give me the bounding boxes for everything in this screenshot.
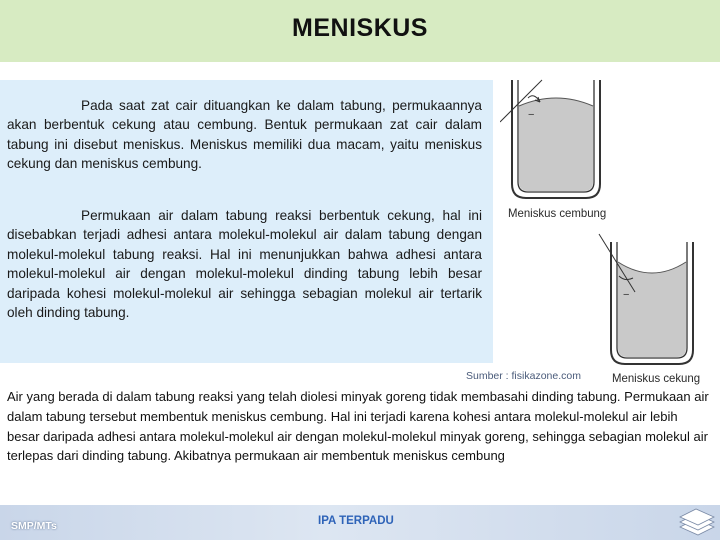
footer-level: SMP/MTs: [11, 520, 57, 532]
concave-caption: Meniskus cekung: [612, 371, 701, 385]
paragraph-meniskus-cekung: [7, 206, 482, 322]
page-title: MENISKUS: [292, 14, 428, 42]
concave-minus-sign: −: [623, 289, 630, 301]
image-source: Sumber : fisikazone.com: [466, 370, 581, 382]
paragraph-2-text: Permukaan air dalam tabung reaksi berbentuk cekung, hal ini disebabkan terjadi adhesi antara molekul-molekul air dalam tabung dengan molekul-molekul tabung reaksi. Hal ini menunjukkan bahwa adhesi antara molekul-molekul air dengan molekul-molekul dinding tabung lebih besar daripada kohesi molekul-molekul air sehingga sebagian molekul air tertarik oleh dinding tabung.: [7, 208, 482, 321]
concave-meniscus-diagram: [595, 232, 705, 372]
bottom-paragraph: Air yang berada di dalam tabung reaksi yang telah diolesi minyak goreng tidak membasahi dinding tabung. Permukaan air dalam tabung tersebut membentuk meniskus cembung. Hal ini terjadi karena kohesi antara molekul-molekul air lebih besar daripada adhesi antara molekul-molekul air dengan molekul-molekul minyak goreng, sehingga sebagian molekul air terlepas dari dinding tabung. Akibatnya permukaan air membentuk meniskus cembung: [7, 389, 709, 464]
concave-water: [618, 262, 686, 357]
paragraph-1-text: Pada saat zat cair dituangkan ke dalam tabung, permukaannya akan berbentuk cekung atau cembung. Bentuk permukaan zat cair dalam tabung ini disebut meniskus. Meniskus memiliki dua macam, yaitu meniskus cekung dan meniskus cembung.: [7, 98, 482, 172]
convex-caption: Meniskus cembung: [508, 206, 607, 220]
footer-subject: IPA TERPADU: [318, 515, 394, 527]
paragraph-meniskus-intro: [7, 96, 482, 174]
convex-meniscus-diagram: [500, 76, 612, 206]
convex-minus-sign: −: [528, 109, 535, 121]
stack-logo-icon: [676, 507, 718, 537]
